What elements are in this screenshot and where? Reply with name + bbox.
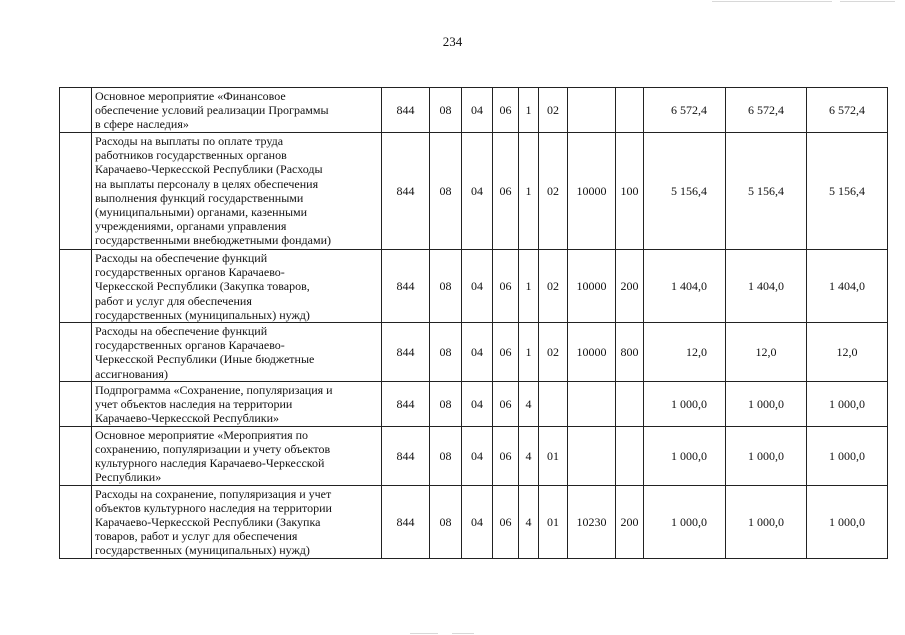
item-name-cell bbox=[92, 88, 382, 133]
ved-code-cell: 844 bbox=[382, 382, 430, 427]
item-name-line: Черкесской Республики (Закупка товаров, bbox=[95, 279, 310, 294]
amount-year-3-cell: 12,0 bbox=[807, 323, 888, 382]
program-code-cell: 06 bbox=[493, 250, 519, 323]
item-name-line: выполнения функций государственными bbox=[95, 190, 304, 205]
subprogram-code-cell: 1 bbox=[519, 88, 539, 133]
amount-year-3-cell: 1 000,0 bbox=[807, 426, 888, 485]
amount-year-1-cell: 1 404,0 bbox=[644, 250, 726, 323]
item-name-line: товаров, работ и услуг для обеспечения bbox=[95, 529, 298, 544]
item-name-line: Подпрограмма «Сохранение, популяризация и bbox=[95, 383, 333, 398]
scan-edge-mark bbox=[452, 633, 474, 634]
expense-type-code-cell bbox=[616, 88, 644, 133]
program-code-cell: 06 bbox=[493, 88, 519, 133]
main-event-code-cell: 02 bbox=[539, 88, 568, 133]
item-name-line: государственных (муниципальных) нужд) bbox=[95, 543, 310, 558]
main-event-code-cell: 02 bbox=[539, 250, 568, 323]
direction-code-cell bbox=[568, 426, 616, 485]
subsection-code-cell: 04 bbox=[462, 88, 493, 133]
main-event-code-cell: 02 bbox=[539, 323, 568, 382]
direction-code-cell bbox=[568, 382, 616, 427]
subsection-code-cell: 04 bbox=[462, 133, 493, 250]
amount-year-3-cell: 5 156,4 bbox=[807, 133, 888, 250]
item-name-line: работников государственных органов bbox=[95, 148, 287, 163]
item-name-line: Расходы на обеспечение функций bbox=[95, 251, 268, 265]
item-name-line: Расходы на обеспечение функций bbox=[95, 324, 268, 339]
amount-year-3-cell: 1 000,0 bbox=[807, 382, 888, 427]
subsection-code-cell: 04 bbox=[462, 485, 493, 558]
budget-table bbox=[59, 87, 888, 559]
expense-type-code-cell: 200 bbox=[616, 250, 644, 323]
blank-cell bbox=[60, 426, 92, 485]
direction-code-cell bbox=[568, 88, 616, 133]
item-name-cell bbox=[92, 485, 382, 558]
item-name-line: сохранению, популяризации и учету объектов bbox=[95, 441, 331, 456]
table-row bbox=[60, 88, 888, 133]
item-name-line: государственных (муниципальных) нужд) bbox=[95, 307, 310, 322]
main-event-code-cell bbox=[539, 382, 568, 427]
amount-year-2-cell: 1 404,0 bbox=[726, 250, 807, 323]
table-row bbox=[60, 426, 888, 485]
ved-code-cell: 844 bbox=[382, 323, 430, 382]
direction-code-cell: 10000 bbox=[568, 250, 616, 323]
subprogram-code-cell: 4 bbox=[519, 382, 539, 427]
subprogram-code-cell: 1 bbox=[519, 250, 539, 323]
subsection-code-cell: 04 bbox=[462, 382, 493, 427]
amount-year-1-cell: 12,0 bbox=[644, 323, 726, 382]
item-name-cell bbox=[92, 323, 382, 382]
amount-year-3-cell: 1 000,0 bbox=[807, 485, 888, 558]
table-row bbox=[60, 250, 888, 323]
amount-year-3-cell: 6 572,4 bbox=[807, 88, 888, 133]
amount-year-1-cell: 1 000,0 bbox=[644, 485, 726, 558]
expense-type-code-cell: 100 bbox=[616, 133, 644, 250]
item-name-line: Республики» bbox=[95, 470, 162, 485]
item-name-line: работ и услуг для обеспечения bbox=[95, 293, 252, 308]
item-name-line: учет объектов наследия на территории bbox=[95, 397, 293, 412]
program-code-cell: 06 bbox=[493, 485, 519, 558]
subprogram-code-cell: 4 bbox=[519, 485, 539, 558]
blank-cell bbox=[60, 250, 92, 323]
item-name-line: (муниципальными) органами, казенными bbox=[95, 205, 308, 220]
subprogram-code-cell: 4 bbox=[519, 426, 539, 485]
expense-type-code-cell: 200 bbox=[616, 485, 644, 558]
item-name-cell bbox=[92, 426, 382, 485]
item-name-line: культурного наследия Карачаево-Черкесской bbox=[95, 456, 325, 471]
expense-type-code-cell bbox=[616, 426, 644, 485]
subprogram-code-cell: 1 bbox=[519, 133, 539, 250]
page-number: 234 bbox=[442, 34, 463, 49]
item-name-line: Карачаево-Черкесской Республики (Закупка bbox=[95, 515, 321, 530]
main-event-code-cell: 01 bbox=[539, 426, 568, 485]
amount-year-1-cell: 1 000,0 bbox=[644, 426, 726, 485]
subsection-code-cell: 04 bbox=[462, 323, 493, 382]
item-name-line: государственных органов Карачаево- bbox=[95, 265, 285, 280]
item-name-cell bbox=[92, 133, 382, 250]
direction-code-cell: 10230 bbox=[568, 485, 616, 558]
amount-year-2-cell: 6 572,4 bbox=[726, 88, 807, 133]
scan-edge-mark bbox=[712, 1, 832, 2]
item-name-line: Карачаево-Черкесской Республики» bbox=[95, 411, 280, 426]
section-code-cell: 08 bbox=[430, 323, 462, 382]
table-row bbox=[60, 485, 888, 558]
section-code-cell: 08 bbox=[430, 485, 462, 558]
item-name-line: Расходы на выплаты по оплате труда bbox=[95, 134, 284, 148]
table-body bbox=[60, 88, 888, 559]
item-name-line: Основное мероприятие «Мероприятия по bbox=[95, 427, 309, 442]
program-code-cell: 06 bbox=[493, 426, 519, 485]
item-name-line: Основное мероприятие «Финансовое bbox=[95, 89, 286, 103]
ved-code-cell: 844 bbox=[382, 426, 430, 485]
item-name-line: учреждениями, органами управления bbox=[95, 219, 287, 234]
blank-cell bbox=[60, 323, 92, 382]
ved-code-cell: 844 bbox=[382, 88, 430, 133]
ved-code-cell: 844 bbox=[382, 133, 430, 250]
scan-edge-mark bbox=[410, 633, 438, 634]
program-code-cell: 06 bbox=[493, 382, 519, 427]
amount-year-1-cell: 1 000,0 bbox=[644, 382, 726, 427]
subsection-code-cell: 04 bbox=[462, 426, 493, 485]
subprogram-code-cell: 1 bbox=[519, 323, 539, 382]
item-name-line: обеспечение условий реализации Программы bbox=[95, 103, 329, 118]
direction-code-cell: 10000 bbox=[568, 133, 616, 250]
program-code-cell: 06 bbox=[493, 323, 519, 382]
main-event-code-cell: 02 bbox=[539, 133, 568, 250]
blank-cell bbox=[60, 88, 92, 133]
table-row bbox=[60, 133, 888, 250]
amount-year-1-cell: 6 572,4 bbox=[644, 88, 726, 133]
amount-year-2-cell: 1 000,0 bbox=[726, 426, 807, 485]
ved-code-cell: 844 bbox=[382, 250, 430, 323]
item-name-line: государственных органов Карачаево- bbox=[95, 338, 285, 353]
ved-code-cell: 844 bbox=[382, 485, 430, 558]
amount-year-2-cell: 5 156,4 bbox=[726, 133, 807, 250]
blank-cell bbox=[60, 133, 92, 250]
amount-year-2-cell: 1 000,0 bbox=[726, 382, 807, 427]
item-name-line: Черкесской Республики (Иные бюджетные bbox=[95, 352, 315, 367]
amount-year-1-cell: 5 156,4 bbox=[644, 133, 726, 250]
section-code-cell: 08 bbox=[430, 250, 462, 323]
blank-cell bbox=[60, 485, 92, 558]
table-row bbox=[60, 323, 888, 382]
item-name-line: в сфере наследия» bbox=[95, 117, 189, 132]
program-code-cell: 06 bbox=[493, 133, 519, 250]
item-name-line: объектов культурного наследия на территории bbox=[95, 500, 332, 515]
expense-type-code-cell bbox=[616, 382, 644, 427]
item-name-line: Карачаево-Черкесской Республики (Расходы bbox=[95, 162, 323, 177]
item-name-cell bbox=[92, 250, 382, 323]
direction-code-cell: 10000 bbox=[568, 323, 616, 382]
blank-cell bbox=[60, 382, 92, 427]
section-code-cell: 08 bbox=[430, 88, 462, 133]
section-code-cell: 08 bbox=[430, 133, 462, 250]
amount-year-2-cell: 1 000,0 bbox=[726, 485, 807, 558]
subsection-code-cell: 04 bbox=[462, 250, 493, 323]
table-row bbox=[60, 382, 888, 427]
amount-year-3-cell: 1 404,0 bbox=[807, 250, 888, 323]
section-code-cell: 08 bbox=[430, 426, 462, 485]
item-name-cell bbox=[92, 382, 382, 427]
item-name-line: государственными внебюджетными фондами) bbox=[95, 233, 332, 248]
item-name-line: ассигнования) bbox=[95, 366, 168, 381]
item-name-line: на выплаты персоналу в целях обеспечения bbox=[95, 176, 319, 191]
main-event-code-cell: 01 bbox=[539, 485, 568, 558]
expense-type-code-cell: 800 bbox=[616, 323, 644, 382]
amount-year-2-cell: 12,0 bbox=[726, 323, 807, 382]
scan-edge-mark bbox=[840, 1, 895, 2]
item-name-line: Расходы на сохранение, популяризация и учет bbox=[95, 486, 332, 501]
section-code-cell: 08 bbox=[430, 382, 462, 427]
